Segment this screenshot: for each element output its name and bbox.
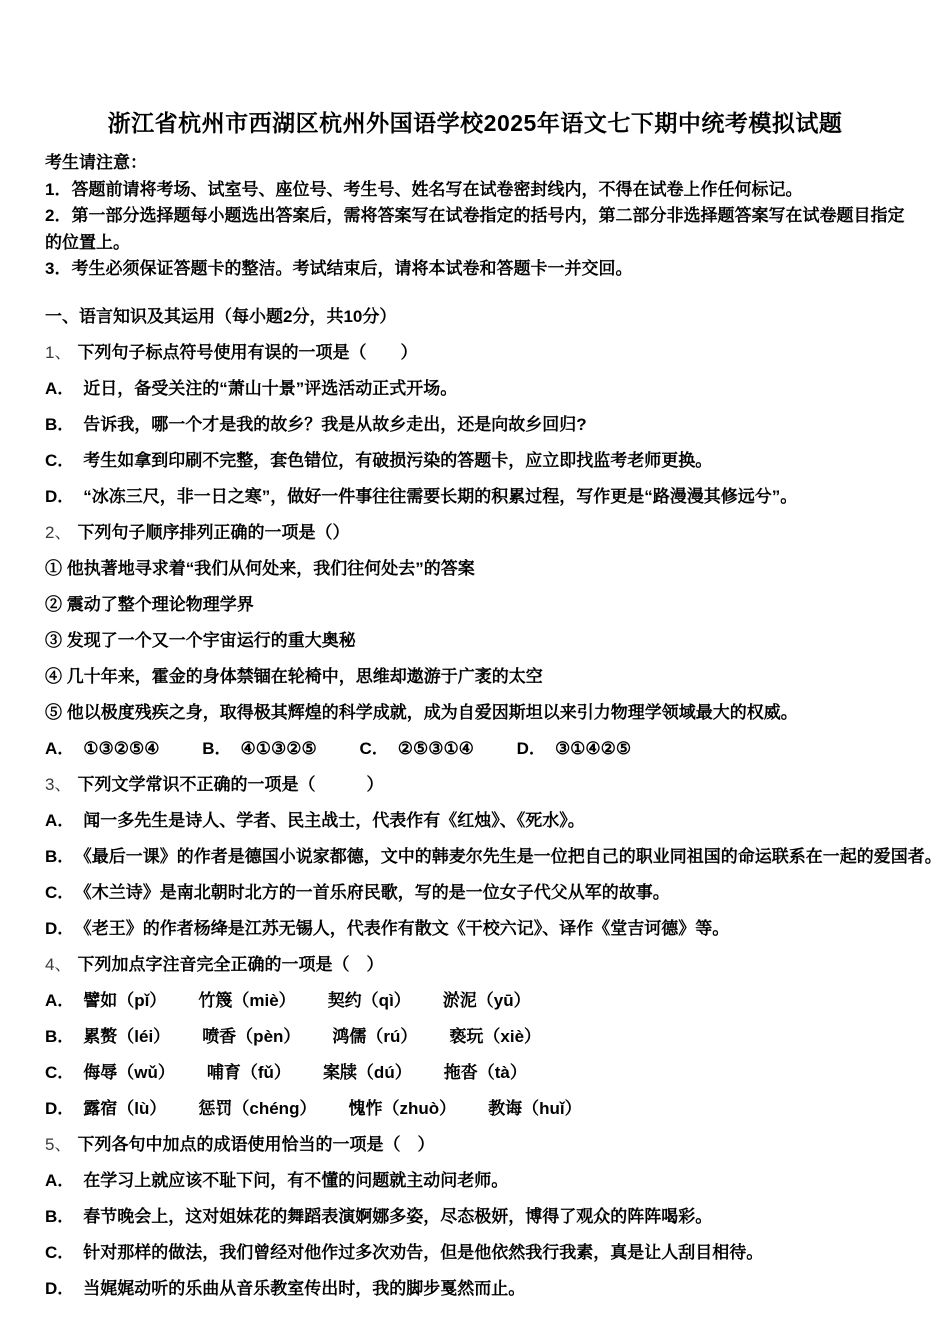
option-label: D．	[516, 738, 546, 758]
question-stem	[45, 335, 905, 371]
question-1	[45, 335, 905, 515]
option-b	[45, 839, 942, 875]
option-text: 《最后一课》的作者是德国小说家都德，文中的韩麦尔先生是一位把自己的职业同祖国的命运联系在一起的爱国者。	[83, 846, 942, 866]
option-b	[45, 1019, 905, 1055]
option-text: ②⑤③①④	[397, 738, 474, 758]
section-heading: 一、语言知识及其运用（每小题2分，共10分）	[45, 306, 397, 326]
option-text: ①③②⑤④	[83, 738, 160, 758]
option-label: A．	[45, 378, 75, 398]
sentence-5: ⑤ 他以极度残疾之身，取得极其辉煌的科学成就，成为自爱因斯坦以来引力物理学领域最大的权威。	[45, 702, 798, 722]
option-a	[45, 371, 905, 407]
option-label: D．	[45, 486, 75, 506]
option-label: B．	[45, 1026, 75, 1046]
option-a	[45, 739, 159, 758]
question-stem-text: 下列句子标点符号使用有误的一项是（ ）	[77, 342, 418, 362]
option-b	[45, 1199, 905, 1235]
option-label: C．	[45, 882, 75, 902]
option-label: A．	[45, 1170, 75, 1190]
question-number: 2、	[45, 522, 72, 542]
option-text: ③①④②⑤	[554, 738, 632, 758]
question-number: 4、	[45, 954, 72, 974]
option-label: A．	[45, 990, 75, 1010]
word-pinyin: 哺育（fǔ）	[206, 1062, 291, 1082]
word-pinyin: 教诲（huǐ）	[488, 1098, 582, 1118]
option-text: “冰冻三尺，非一日之寒”，做好一件事往往需要长期的积累过程，写作更是“路漫漫其修远兮”。	[83, 486, 798, 506]
option-label: B．	[45, 1206, 75, 1226]
option-c	[45, 875, 905, 911]
word-pinyin: 契约（qì）	[327, 990, 411, 1010]
notice-item-2: 2．第一部分选择题每小题选出答案后，需将答案写在试卷指定的括号内，第二部分非选择题答案写在试卷题目指定的位置上。	[45, 206, 905, 252]
word-pinyin: 累赘（léi）	[83, 1026, 171, 1046]
question-2	[45, 515, 905, 767]
option-text: ④①③②⑤	[240, 738, 317, 758]
question-number: 1、	[45, 342, 72, 362]
option-label: A．	[45, 810, 75, 830]
word-pinyin: 竹篾（miè）	[198, 990, 296, 1010]
option-text: 告诉我，哪一个才是我的故乡？我是从故乡走出，还是向故乡回归?	[83, 414, 587, 434]
option-c	[45, 1055, 905, 1091]
option-label: D．	[45, 1098, 75, 1118]
option-d	[45, 1271, 905, 1307]
option-a	[45, 803, 905, 839]
option-label: D．	[45, 918, 75, 938]
question-number: 5、	[45, 1134, 72, 1154]
word-pinyin: 惩罚（chéng）	[198, 1098, 317, 1118]
word-pinyin: 喷香（pèn）	[202, 1026, 301, 1046]
option-b	[45, 407, 905, 443]
option-label: C．	[45, 1242, 75, 1262]
word-pinyin: 露宿（lù）	[83, 1098, 167, 1118]
word-pinyin: 愧怍（zhuò）	[348, 1098, 457, 1118]
question-stem-text: 下列加点字注音完全正确的一项是（ ）	[77, 954, 384, 974]
option-b	[202, 739, 316, 758]
option-label: A．	[45, 738, 75, 758]
notice-item-1: 1．答题前请将考场、试室号、座位号、考生号、姓名写在试卷密封线内，不得在试卷上作任何标记。	[45, 179, 803, 199]
notice-item-3: 3．考生必须保证答题卡的整洁。考试结束后，请将本试卷和答题卡一并交回。	[45, 259, 633, 278]
word-pinyin: 亵玩（xiè）	[449, 1026, 542, 1046]
option-text: 在学习上就应该不耻下问，有不懂的问题就主动问老师。	[83, 1170, 509, 1190]
word-pinyin: 拖沓（tà）	[443, 1062, 527, 1082]
option-label: D．	[45, 1278, 75, 1298]
option-text: 当娓娓动听的乐曲从音乐教室传出时，我的脚步戛然而止。	[83, 1278, 526, 1298]
sentence-4: ④ 几十年来，霍金的身体禁锢在轮椅中，思维却遨游于广袤的太空	[45, 666, 543, 686]
word-pinyin: 淤泥（yū）	[442, 990, 531, 1010]
option-label: B．	[45, 846, 75, 866]
option-text: 针对那样的做法，我们曾经对他作过多次劝告，但是他依然我行我素，真是让人刮目相待。	[83, 1242, 764, 1262]
word-pinyin: 侮辱（wǔ）	[83, 1062, 175, 1082]
option-label: C．	[359, 738, 389, 758]
option-label: C．	[45, 1062, 75, 1082]
option-text: 《木兰诗》是南北朝时北方的一首乐府民歌，写的是一位女子代父从军的故事。	[83, 882, 670, 902]
question-stem-text: 下列句子顺序排列正确的一项是（）	[77, 522, 350, 542]
question-stem	[45, 1127, 905, 1163]
option-d	[45, 911, 905, 947]
question-stem-text: 下列文学常识不正确的一项是（ ）	[77, 774, 384, 794]
question-stem-text: 下列各句中加点的成语使用恰当的一项是（ ）	[77, 1134, 435, 1154]
option-d	[45, 1091, 905, 1127]
option-a	[45, 983, 905, 1019]
sentence-1: ① 他执著地寻求着“我们从何处来，我们往何处去”的答案	[45, 558, 475, 578]
question-3	[45, 767, 942, 947]
option-c	[359, 739, 473, 758]
sentence-2: ② 震动了整个理论物理学界	[45, 594, 254, 614]
question-5	[45, 1127, 905, 1307]
option-a	[45, 1163, 905, 1199]
option-label: C．	[45, 450, 75, 470]
option-d	[45, 479, 905, 515]
word-pinyin: 案牍（dú）	[322, 1062, 412, 1082]
question-stem	[45, 515, 905, 551]
sentence-3: ③ 发现了一个又一个宇宙运行的重大奥秘	[45, 630, 356, 650]
question-number: 3、	[45, 774, 72, 794]
option-c	[45, 1235, 905, 1271]
question-4	[45, 947, 905, 1127]
question-stem	[45, 947, 905, 983]
question-stem	[45, 767, 905, 803]
option-label: B．	[202, 738, 232, 758]
option-text: 春节晚会上，这对姐妹花的舞蹈表演婀娜多姿，尽态极妍，博得了观众的阵阵喝彩。	[83, 1206, 713, 1226]
option-text: 近日，备受关注的“萧山十景”评选活动正式开场。	[83, 378, 458, 398]
option-text: 闻一多先生是诗人、学者、民主战士，代表作有《红烛》、《死水》。	[83, 810, 585, 830]
option-text: 考生如拿到印刷不完整，套色错位，有破损污染的答题卡，应立即找监考老师更换。	[83, 450, 713, 470]
option-d	[517, 739, 631, 758]
option-text: 《老王》的作者杨绛是江苏无锡人，代表作有散文《干校六记》、译作《堂吉诃德》等。	[83, 918, 730, 938]
notice-heading: 考生请注意：	[45, 153, 147, 172]
word-pinyin: 鸿儒（rú）	[332, 1026, 418, 1046]
page-title: 浙江省杭州市西湖区杭州外国语学校2025年语文七下期中统考模拟试题	[107, 110, 843, 136]
option-c	[45, 443, 905, 479]
option-label: B．	[45, 414, 75, 434]
options-row	[45, 731, 905, 767]
word-pinyin: 譬如（pǐ）	[83, 990, 167, 1010]
candidate-notice	[45, 150, 905, 283]
